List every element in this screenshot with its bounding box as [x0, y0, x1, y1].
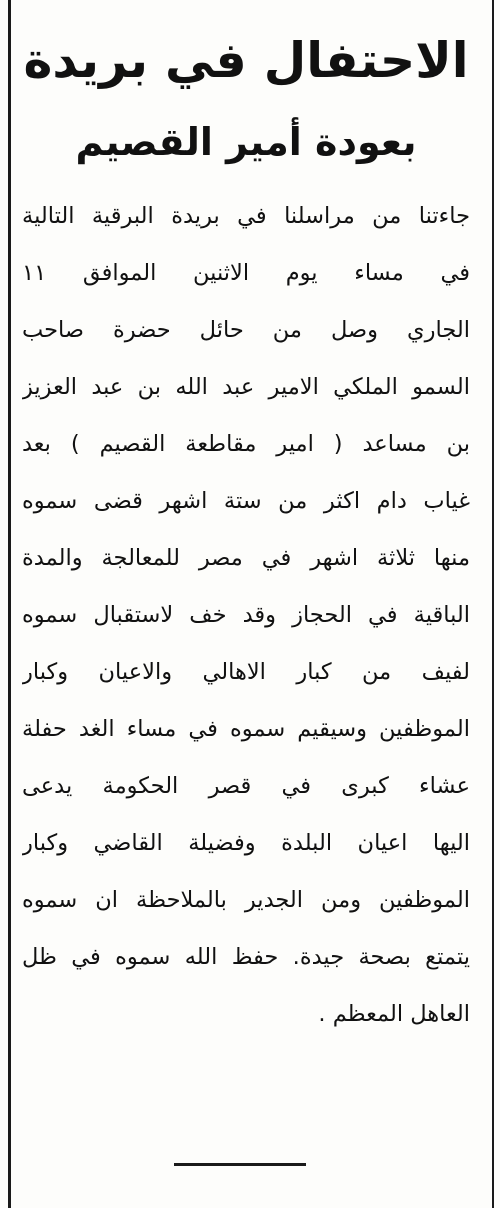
article-line: غياب دام اكثر من ستة اشهر قضى سموه — [22, 488, 470, 514]
news-article — [22, 18, 470, 1198]
article-body — [22, 188, 470, 1043]
article-line: بن مساعد ( امير مقاطعة القصيم ) بعد — [22, 431, 470, 457]
article-line: السمو الملكي الامير عبد الله بن عبد العزيز — [22, 374, 470, 400]
article-line: جاءتنا من مراسلنا في بريدة البرقية التالية — [22, 203, 470, 229]
column-rule-left — [8, 0, 11, 1208]
column-rule-right — [492, 0, 494, 1208]
article-line: العاهل المعظم . — [318, 1001, 470, 1027]
article-line: يتمتع بصحة جيدة. حفظ الله سموه في ظل — [22, 944, 470, 970]
article-line: الجاري وصل من حائل حضرة صاحب — [22, 317, 470, 343]
article-line: الموظفين وسيقيم سموه في مساء الغد حفلة — [22, 716, 470, 742]
subheadline: بعودة أمير القصيم — [75, 120, 417, 164]
article-line: منها ثلاثة اشهر في مصر للمعالجة والمدة — [22, 545, 470, 571]
end-of-article-rule — [174, 1163, 306, 1166]
article-line: لفيف من كبار الاهالي والاعيان وكبار — [22, 659, 470, 685]
article-line: عشاء كبرى في قصر الحكومة يدعى — [22, 773, 470, 799]
article-line: اليها اعيان البلدة وفضيلة القاضي وكبار — [22, 830, 470, 856]
article-line: في مساء يوم الاثنين الموافق ١١ — [22, 260, 470, 286]
headline: الاحتفال في بريدة — [23, 32, 469, 89]
article-line: الباقية في الحجاز وقد خف لاستقبال سموه — [22, 602, 470, 628]
article-line: الموظفين ومن الجدير بالملاحظة ان سموه — [22, 887, 470, 913]
